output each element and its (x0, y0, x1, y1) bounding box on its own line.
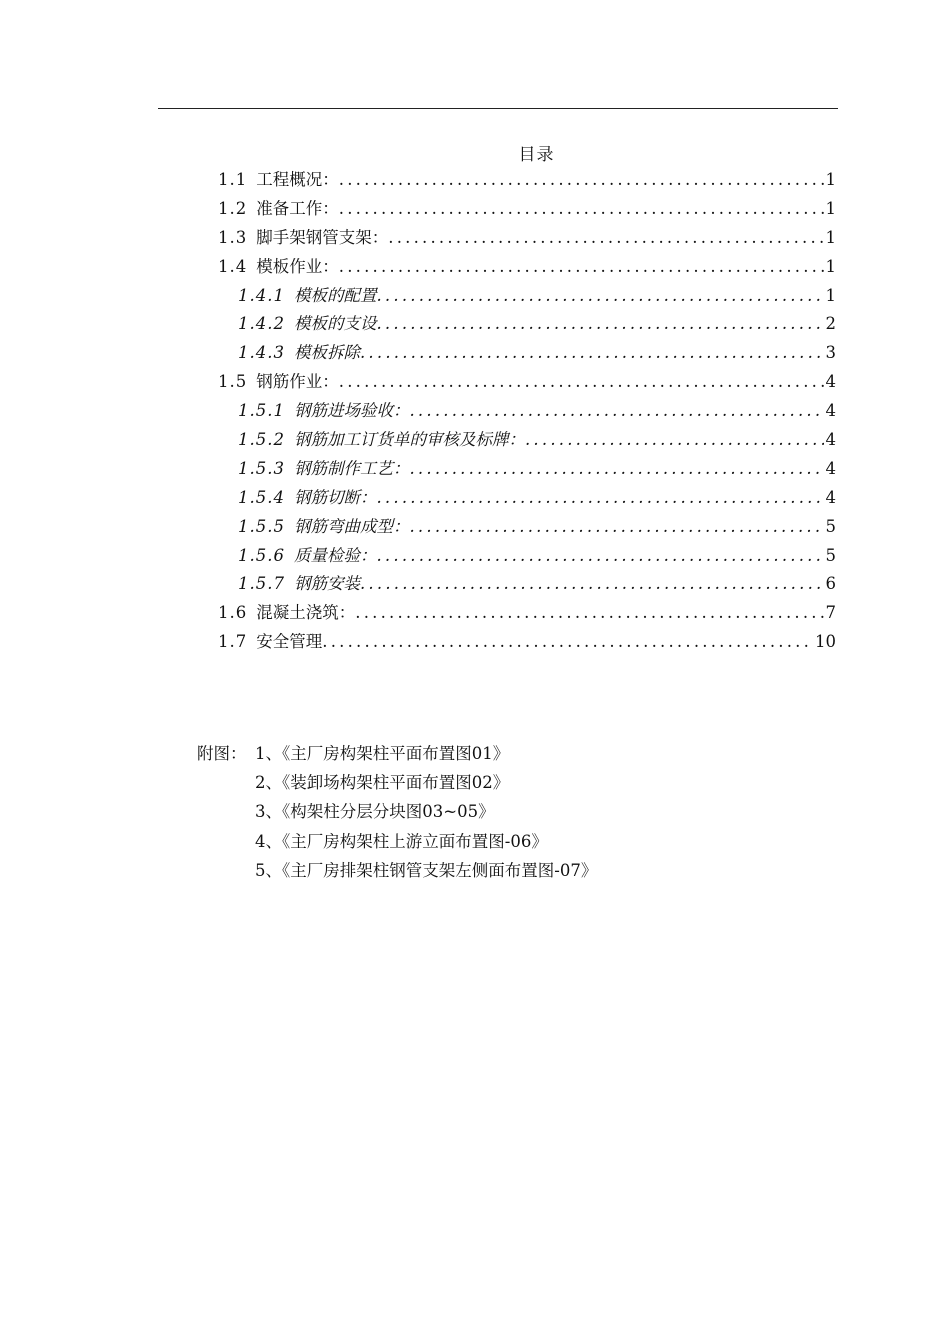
toc-entry[interactable] (218, 426, 836, 455)
toc-page-number: 3 (825, 343, 836, 363)
toc-dot-leader (409, 401, 823, 420)
appendix-item-row (197, 828, 597, 857)
toc-entry[interactable] (218, 484, 836, 513)
appendix-item-row (197, 740, 597, 769)
toc-dot-leader (355, 603, 823, 622)
toc-dot-leader (360, 343, 824, 362)
toc-page-number: 1 (825, 198, 836, 218)
toc-page-number: 5 (825, 545, 836, 565)
toc-entry-number: 1.5.3 (238, 458, 285, 478)
toc-dot-leader (376, 488, 823, 507)
toc-entry[interactable] (218, 282, 836, 311)
appendix-item: 4、《主厂房构架柱上游立面布置图-06》 (255, 831, 548, 851)
toc-entry-number: 1.4.3 (238, 343, 285, 363)
toc-page-number: 1 (825, 170, 836, 189)
toc-dot-leader (376, 546, 823, 565)
appendix-item: 5、《主厂房排架柱钢管支架左侧面布置图-07》 (255, 860, 598, 880)
toc-page-number: 6 (825, 574, 836, 594)
appendix-item: 1、《主厂房构架柱平面布置图01》 (255, 744, 510, 763)
appendix-item-row (197, 769, 597, 798)
toc-dot-leader (376, 286, 823, 305)
toc-entry-title: 安全管理 (256, 632, 323, 652)
toc-entry[interactable] (218, 542, 836, 571)
toc-entry-title: 钢筋切断： (293, 487, 377, 507)
appendix-item-row (197, 798, 597, 827)
toc-entry-title: 工程概况： (256, 170, 339, 189)
toc-dot-leader (409, 459, 823, 478)
toc-entry-number: 1.3 (218, 227, 248, 247)
toc-page-number: 1 (825, 285, 836, 305)
toc-entry-title: 脚手架钢管支架： (256, 227, 389, 247)
toc-entry-number: 1.4.2 (238, 314, 285, 334)
toc-dot-leader (339, 199, 824, 218)
toc-entry-title: 钢筋制作工艺： (293, 458, 410, 478)
toc-page-number: 4 (825, 372, 836, 392)
toc-entry-title: 钢筋弯曲成型： (293, 516, 410, 536)
toc-dot-leader (339, 170, 824, 189)
toc-dot-leader (360, 574, 824, 593)
toc-entry[interactable] (218, 339, 836, 368)
toc-entry-title: 质量检验： (293, 545, 377, 565)
toc-entry-title: 混凝土浇筑： (256, 603, 356, 623)
toc-dot-leader (339, 372, 824, 391)
toc-entry-title: 钢筋进场验收： (293, 401, 410, 421)
toc-entry-number: 1.5.4 (238, 487, 285, 507)
appendix-list (197, 740, 597, 886)
toc-entry-title: 模板拆除 (293, 343, 360, 363)
appendix-item-row (197, 857, 597, 886)
toc-entry-title: 钢筋加工订货单的审核及标牌： (293, 430, 525, 450)
toc-entry-number: 1.2 (218, 198, 248, 218)
table-of-contents (218, 166, 836, 657)
toc-entry[interactable] (218, 570, 836, 599)
toc-entry-title: 钢筋作业： (256, 372, 339, 392)
toc-entry-number: 1.5.6 (238, 545, 285, 565)
toc-page-number: 4 (825, 401, 836, 421)
appendix-item: 3、《构架柱分层分块图03~05》 (255, 802, 495, 822)
toc-dot-leader (388, 228, 823, 247)
toc-entry-number: 1.7 (218, 632, 248, 652)
toc-entry[interactable] (218, 166, 836, 195)
toc-page-number: 1 (825, 256, 836, 276)
toc-entry-number: 1.5.2 (238, 430, 285, 450)
toc-page-number: 1 (825, 227, 836, 247)
toc-page-number: 2 (825, 314, 836, 334)
toc-entry-number: 1.4.1 (238, 285, 285, 305)
toc-entry-number: 1.5.5 (238, 516, 285, 536)
toc-dot-leader (322, 632, 813, 651)
toc-entry[interactable] (218, 599, 836, 628)
toc-page-number: 10 (815, 632, 836, 652)
toc-dot-leader (376, 314, 823, 333)
toc-page-number: 4 (825, 430, 836, 450)
toc-page-number: 5 (825, 516, 836, 536)
appendix-item: 2、《装卸场构架柱平面布置图02》 (255, 773, 510, 793)
toc-entry[interactable] (218, 368, 836, 397)
toc-entry[interactable] (218, 513, 836, 542)
toc-entry[interactable] (218, 455, 836, 484)
toc-entry-number: 1.6 (218, 603, 248, 623)
header-rule (158, 108, 838, 109)
toc-entry-number: 1.5.1 (238, 401, 285, 421)
toc-entry[interactable] (218, 195, 836, 224)
toc-entry-title: 模板的配置 (293, 285, 377, 305)
toc-entry-title: 模板的支设 (293, 314, 377, 334)
toc-entry-number: 1.5 (218, 372, 248, 392)
appendix-label: 附图： (197, 744, 247, 763)
toc-page-number: 4 (825, 487, 836, 507)
toc-entry-title: 准备工作： (256, 198, 339, 218)
toc-entry[interactable] (218, 397, 836, 426)
toc-entry[interactable] (218, 253, 836, 282)
toc-entry[interactable] (218, 310, 836, 339)
toc-entry[interactable] (218, 628, 836, 657)
toc-dot-leader (339, 257, 824, 276)
toc-title: 目录 (518, 145, 555, 165)
toc-page-number: 4 (825, 458, 836, 478)
toc-dot-leader (525, 430, 824, 449)
toc-entry-number: 1.1 (218, 170, 248, 189)
toc-dot-leader (409, 517, 823, 536)
toc-entry-title: 钢筋安装 (293, 574, 360, 594)
toc-entry-number: 1.4 (218, 256, 248, 276)
toc-entry[interactable] (218, 224, 836, 253)
toc-page-number: 7 (825, 603, 836, 623)
toc-entry-title: 模板作业： (256, 256, 339, 276)
toc-entry-number: 1.5.7 (238, 574, 285, 594)
